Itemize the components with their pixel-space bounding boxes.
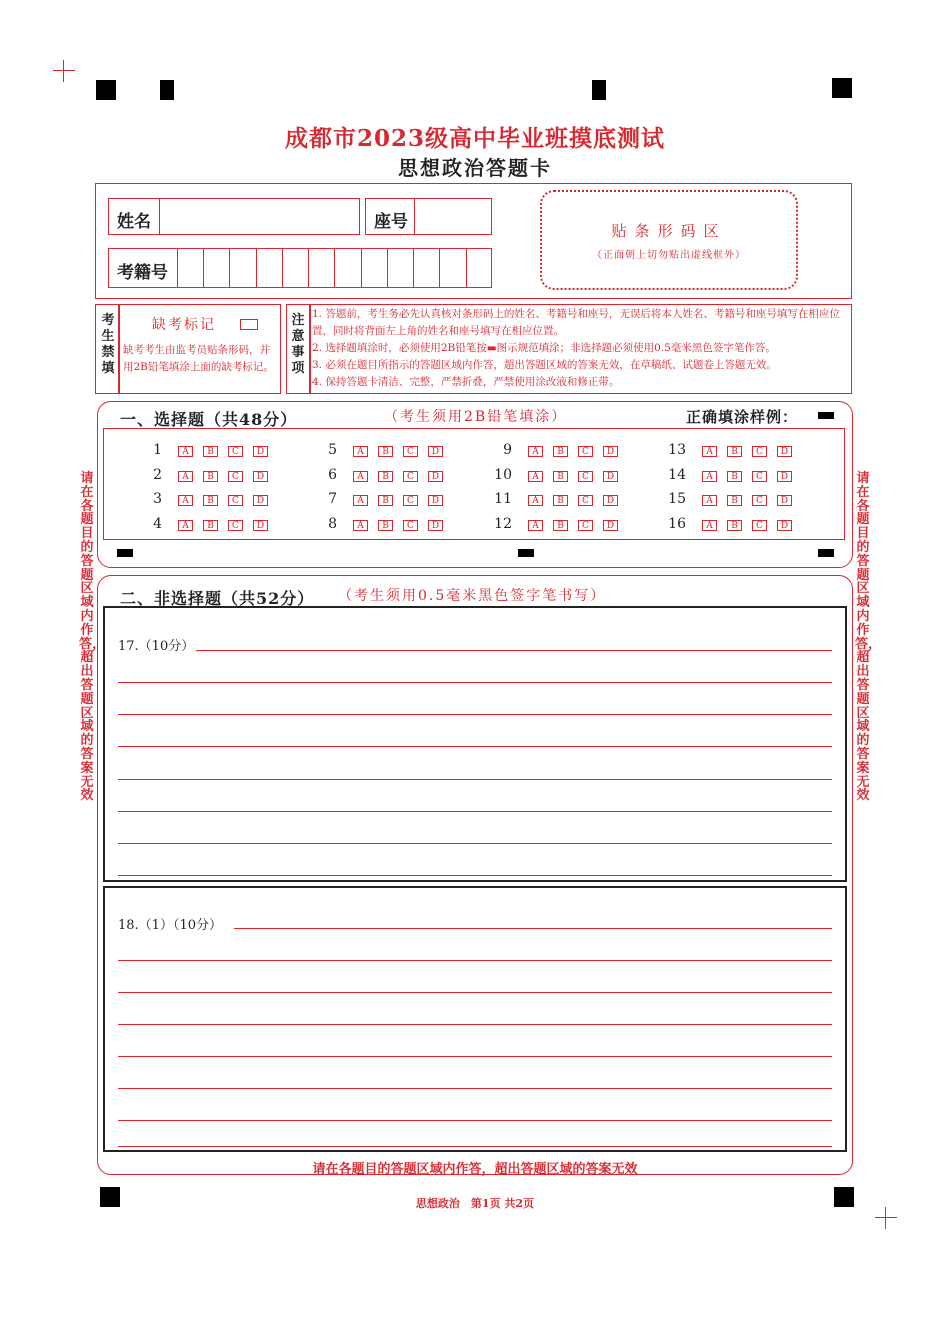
name-divider (159, 199, 160, 234)
option-bubble[interactable]: B (727, 471, 742, 482)
absent-divider (118, 304, 120, 394)
option-bubble[interactable]: A (178, 446, 193, 457)
question-number: 11 (494, 491, 512, 507)
question-number: 10 (494, 467, 512, 483)
writing-line (118, 714, 832, 715)
option-bubble[interactable]: A (353, 520, 368, 531)
option-bubble[interactable]: D (428, 495, 443, 506)
question-number: 5 (328, 442, 337, 458)
exam-id-cell[interactable] (308, 249, 309, 287)
question-number: 6 (328, 467, 337, 483)
timing-mark (592, 80, 606, 100)
side-warning-right: 请在各题目的答题区域内作答，超出答题区域的答案无效 (855, 471, 882, 804)
option-bubble[interactable]: A (178, 495, 193, 506)
option-bubble[interactable]: B (203, 520, 218, 531)
question-number: 1 (153, 442, 162, 458)
question-number: 15 (668, 491, 686, 507)
fill-sample-label: 正确填涂样例： (686, 408, 799, 426)
option-bubble[interactable]: D (777, 495, 792, 506)
option-bubble[interactable]: D (253, 520, 268, 531)
writing-line (118, 811, 832, 812)
question-number: 16 (668, 516, 686, 532)
absent-mark-title: 缺考标记 (152, 317, 216, 333)
writing-line (118, 746, 832, 747)
notes-vertical-label: 注 意 事 项 (291, 313, 305, 376)
writing-line (118, 960, 832, 961)
option-bubble[interactable]: A (528, 520, 543, 531)
timing-mark (117, 549, 133, 557)
seat-divider (414, 199, 415, 234)
question-number: 3 (153, 491, 162, 507)
writing-line (118, 1146, 832, 1147)
option-bubble[interactable]: B (727, 495, 742, 506)
side-warning-left: 请在各题目的答题区域内作答，超出答题区域的答案无效 (79, 471, 106, 804)
exam-id-cell[interactable] (177, 249, 178, 287)
option-bubble[interactable]: D (428, 446, 443, 457)
absent-instructions: 缺考考生由监考员贴条形码，并用2B铅笔填涂上面的缺考标记。 (123, 344, 274, 373)
option-bubble[interactable]: A (702, 471, 717, 482)
registration-cross-top-left (53, 60, 75, 82)
option-bubble[interactable]: D (603, 520, 618, 531)
option-bubble[interactable]: B (203, 446, 218, 457)
exam-id-label: 考籍号 (117, 263, 168, 283)
exam-title: 成都市2023级高中毕业班摸底测试 (284, 125, 665, 152)
option-bubble[interactable]: A (702, 446, 717, 457)
card-subtitle: 思想政治答题卡 (398, 156, 552, 180)
section-choice-note: （考生须用2B铅笔填涂） (384, 409, 568, 425)
question-number: 13 (668, 442, 686, 458)
writing-line (118, 875, 832, 876)
option-bubble[interactable]: D (428, 520, 443, 531)
notes-list (312, 306, 852, 391)
option-bubble[interactable]: B (727, 446, 742, 457)
option-bubble[interactable]: D (253, 471, 268, 482)
option-bubble[interactable]: D (253, 446, 268, 457)
option-bubble[interactable]: D (777, 520, 792, 531)
timing-mark (96, 80, 116, 100)
writing-line (118, 682, 832, 683)
option-bubble[interactable]: C (403, 520, 418, 531)
absent-mark-box[interactable] (240, 319, 258, 330)
option-bubble[interactable]: C (228, 495, 243, 506)
option-bubble[interactable]: A (702, 520, 717, 531)
question-number: 4 (153, 516, 162, 532)
option-bubble[interactable]: B (378, 495, 393, 506)
writing-line (118, 843, 832, 844)
writing-line (196, 650, 832, 651)
option-bubble[interactable]: D (777, 446, 792, 457)
option-bubble[interactable]: A (528, 495, 543, 506)
writing-line (118, 1088, 832, 1089)
writing-line (118, 1024, 832, 1025)
option-bubble[interactable]: B (553, 520, 568, 531)
page-footer: 思想政治 第1页 共2页 (415, 1197, 535, 1210)
fill-sample-mark (818, 412, 834, 419)
option-bubble[interactable]: C (578, 495, 593, 506)
absent-vertical-label: 考 生 禁 填 (101, 313, 115, 376)
question-number: 7 (328, 491, 337, 507)
timing-mark (832, 78, 852, 98)
option-bubble[interactable]: C (228, 471, 243, 482)
exam-id-cell[interactable] (466, 249, 467, 287)
option-bubble[interactable]: D (428, 471, 443, 482)
question-number: 14 (668, 467, 686, 483)
option-bubble[interactable]: A (178, 471, 193, 482)
answer-box-17[interactable] (103, 606, 847, 882)
timing-mark (160, 80, 174, 100)
exam-id-cell[interactable] (256, 249, 257, 287)
option-bubble[interactable]: A (353, 446, 368, 457)
timing-mark (818, 549, 834, 557)
option-bubble[interactable]: B (727, 520, 742, 531)
option-bubble[interactable]: A (353, 471, 368, 482)
option-bubble[interactable]: C (752, 471, 767, 482)
notes-divider (309, 304, 311, 394)
writing-line (118, 1056, 832, 1057)
question-number: 9 (503, 442, 512, 458)
question-number: 8 (328, 516, 337, 532)
exam-id-cell[interactable] (229, 249, 230, 287)
exam-id-cell[interactable] (361, 249, 362, 287)
option-bubble[interactable]: C (578, 520, 593, 531)
option-bubble[interactable]: A (702, 495, 717, 506)
option-bubble[interactable]: C (752, 520, 767, 531)
section-written-title: 二、非选择题（共52分） (120, 589, 315, 608)
writing-line (234, 928, 832, 929)
option-bubble[interactable]: C (403, 446, 418, 457)
option-bubble[interactable]: B (553, 471, 568, 482)
exam-id-cell[interactable] (387, 249, 388, 287)
option-bubble[interactable]: C (578, 446, 593, 457)
question-17-label: 17.（10分） (118, 639, 195, 654)
note-item: 1. 答题前，考生务必先认真核对条形码上的姓名、考籍号和座号，无误后将本人姓名、考籍号和座号填写在相应位置，同时将背面左上角的姓名和座号填写在相应位置。 (312, 308, 840, 337)
option-bubble[interactable]: C (752, 495, 767, 506)
question-number: 2 (153, 467, 162, 483)
option-bubble[interactable]: D (603, 471, 618, 482)
note-item: 3. 必须在题目所指示的答题区域内作答，超出答题区域的答案无效，在草稿纸、试题卷上答题无效。 (312, 359, 777, 371)
barcode-area[interactable] (540, 190, 798, 290)
option-bubble[interactable]: A (353, 495, 368, 506)
option-bubble[interactable]: A (178, 520, 193, 531)
exam-id-field[interactable] (108, 248, 492, 288)
option-bubble[interactable]: D (777, 471, 792, 482)
writing-line (118, 1120, 832, 1121)
option-bubble[interactable]: B (378, 471, 393, 482)
timing-mark (518, 549, 534, 557)
option-bubble[interactable]: C (403, 495, 418, 506)
exam-id-cell[interactable] (203, 249, 204, 287)
seat-label: 座号 (374, 212, 408, 232)
name-label: 姓名 (117, 212, 151, 232)
option-bubble[interactable]: B (378, 446, 393, 457)
exam-id-cell[interactable] (413, 249, 414, 287)
note-item: 4. 保持答题卡清洁、完整，严禁折叠，严禁使用涂改液和修正带。 (312, 376, 620, 388)
option-bubble[interactable]: C (403, 471, 418, 482)
option-bubble[interactable]: B (203, 495, 218, 506)
footer-warning: 请在各题目的答题区域内作答，超出答题区域的答案无效 (312, 1162, 638, 1177)
seat-field[interactable] (365, 198, 492, 235)
question-number: 12 (494, 516, 512, 532)
option-bubble[interactable]: C (578, 471, 593, 482)
option-bubble[interactable]: B (553, 446, 568, 457)
option-bubble[interactable]: A (528, 446, 543, 457)
barcode-subtitle: （正面朝上切勿贴出虚线框外） (592, 250, 746, 261)
option-bubble[interactable]: B (378, 520, 393, 531)
option-bubble[interactable]: A (528, 471, 543, 482)
name-field[interactable] (108, 198, 360, 235)
writing-line (118, 779, 832, 780)
writing-line (118, 992, 832, 993)
option-bubble[interactable]: C (752, 446, 767, 457)
option-bubble[interactable]: C (228, 520, 243, 531)
option-bubble[interactable]: D (603, 495, 618, 506)
option-bubble[interactable]: D (603, 446, 618, 457)
option-bubble[interactable]: B (203, 471, 218, 482)
option-bubble[interactable]: C (228, 446, 243, 457)
option-bubble[interactable]: B (553, 495, 568, 506)
barcode-title: 贴条形码区 (611, 222, 727, 240)
note-item: 2. 选择题填涂时，必须使用2B铅笔按▬图示规范填涂；非选择题必须使用0.5毫米黑色签字笔作答。 (312, 342, 776, 354)
section-choice-title: 一、选择题（共48分） (120, 410, 298, 429)
question-18-label: 18.（1）（10分） (118, 918, 222, 933)
option-bubble[interactable]: D (253, 495, 268, 506)
exam-id-cell[interactable] (334, 249, 335, 287)
section-written-note: （考生须用0.5毫米黑色签字笔书写） (338, 588, 607, 604)
exam-id-cell[interactable] (282, 249, 283, 287)
exam-id-cell[interactable] (439, 249, 440, 287)
